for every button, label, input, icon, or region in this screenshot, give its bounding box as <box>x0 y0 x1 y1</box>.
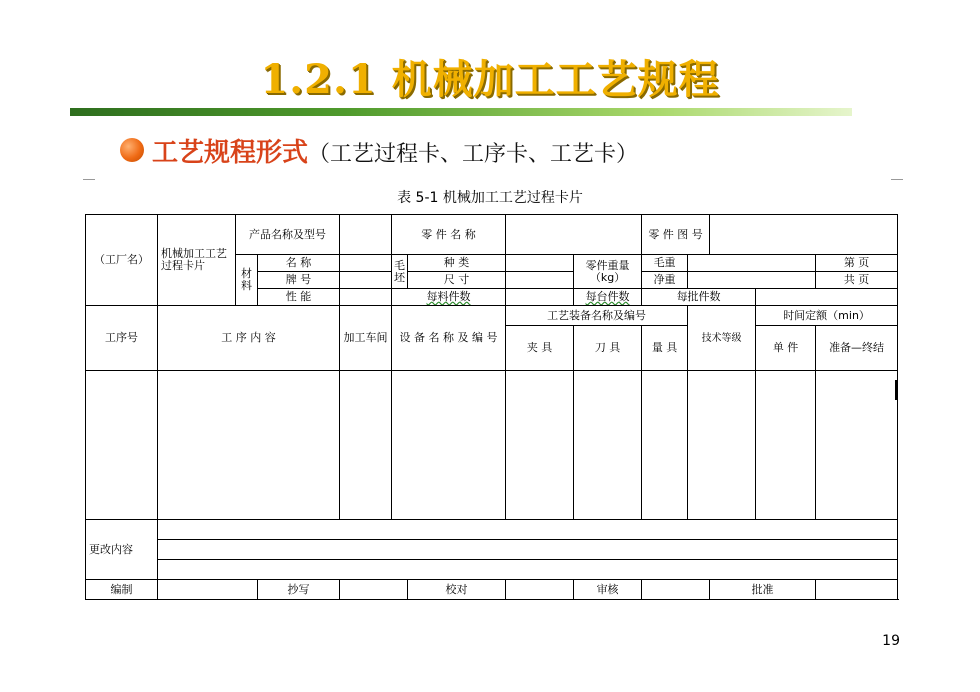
approved-label: 批准 <box>710 580 816 600</box>
material-grade-value <box>340 272 392 289</box>
material-label: 材料 <box>236 255 258 306</box>
blank-size-value <box>506 272 574 289</box>
copied-label: 抄写 <box>258 580 340 600</box>
material-performance-value <box>340 289 392 306</box>
sheet-no-label: 第 页 <box>816 255 898 272</box>
material-performance-label: 性 能 <box>258 289 340 306</box>
product-name-model-label: 产品名称及型号 <box>236 215 340 255</box>
setup-time-header: 准备—终结 <box>816 326 898 371</box>
blank-label: 毛坯 <box>392 255 408 289</box>
parts-per-batch-label: 每批件数 <box>642 289 756 306</box>
workshop-header: 加工车间 <box>340 306 392 371</box>
title-underline <box>70 108 852 116</box>
part-name-value <box>506 215 642 255</box>
subtitle-rest: （工艺过程卡、工序卡、工艺卡） <box>308 142 639 167</box>
parts-per-batch-value <box>756 289 898 306</box>
proofread-value <box>506 580 574 600</box>
product-name-value <box>340 215 392 255</box>
card-name-cell: 机械加工工艺过程卡片 <box>158 215 236 306</box>
tooling-header: 工艺装备名称及编号 <box>506 306 688 326</box>
approved-value <box>816 580 898 600</box>
blank-kind-value <box>506 255 574 272</box>
cutter-header: 刀 具 <box>574 326 642 371</box>
gross-weight-label: 毛重 <box>642 255 688 272</box>
compiled-label: 编制 <box>86 580 158 600</box>
material-name-value <box>340 255 392 272</box>
blank-kind-label: 种 类 <box>408 255 506 272</box>
part-weight-label: 零件重量（kg） <box>574 255 642 289</box>
process-card-table <box>85 214 898 600</box>
reviewed-value <box>642 580 710 600</box>
gross-weight-value <box>688 255 816 272</box>
body-gauge <box>642 371 688 520</box>
body-fixture <box>506 371 574 520</box>
page-number: 19 <box>882 633 900 649</box>
parts-per-unit-label: 每台件数 <box>574 289 642 306</box>
change-content-label: 更改内容 <box>86 520 158 580</box>
op-no-header: 工序号 <box>86 306 158 371</box>
process-card-form <box>85 183 895 620</box>
change-row-1 <box>158 520 898 540</box>
tech-grade-header: 技术等级 <box>688 306 756 371</box>
material-name-label: 名 称 <box>258 255 340 272</box>
unit-time-header: 单 件 <box>756 326 816 371</box>
net-weight-value <box>688 272 816 289</box>
parts-per-material-value <box>506 289 574 306</box>
blank-size-label: 尺 寸 <box>408 272 506 289</box>
body-op-content <box>158 371 340 520</box>
op-content-header: 工 序 内 容 <box>158 306 340 371</box>
change-row-3 <box>158 560 898 580</box>
corner-mark <box>83 179 95 180</box>
body-cutter <box>574 371 642 520</box>
copied-value <box>340 580 408 600</box>
slide-title: 1.2.1 机械加工工艺规程 <box>260 56 720 103</box>
body-tech-grade <box>688 371 756 520</box>
corner-mark <box>891 179 903 180</box>
time-quota-header: 时间定额（min） <box>756 306 898 326</box>
fixture-header: 夹 具 <box>506 326 574 371</box>
proofread-label: 校对 <box>408 580 506 600</box>
part-drawing-no-value <box>710 215 898 255</box>
material-grade-label: 牌 号 <box>258 272 340 289</box>
table-title: 表 5-1 机械加工工艺过程卡片 <box>397 190 583 206</box>
subtitle-highlight: 工艺规程形式 <box>152 138 309 168</box>
part-name-label: 零 件 名 称 <box>392 215 506 255</box>
total-sheets-label: 共 页 <box>816 272 898 289</box>
compiled-value <box>158 580 258 600</box>
bullet-icon <box>120 138 144 162</box>
body-op-no <box>86 371 158 520</box>
body-workshop <box>340 371 392 520</box>
body-equipment <box>392 371 506 520</box>
body-setup-time <box>816 371 898 520</box>
parts-per-material-label: 每料件数 <box>392 289 506 306</box>
body-unit-time <box>756 371 816 520</box>
part-drawing-no-label: 零 件 图 号 <box>642 215 710 255</box>
gauge-header: 量 具 <box>642 326 688 371</box>
subtitle <box>152 132 638 169</box>
reviewed-label: 审核 <box>574 580 642 600</box>
net-weight-label: 净重 <box>642 272 688 289</box>
factory-cell: （工厂名） <box>86 215 158 306</box>
equipment-header: 设 备 名 称 及 编 号 <box>392 306 506 371</box>
change-row-2 <box>158 540 898 560</box>
margin-bar <box>895 380 898 400</box>
